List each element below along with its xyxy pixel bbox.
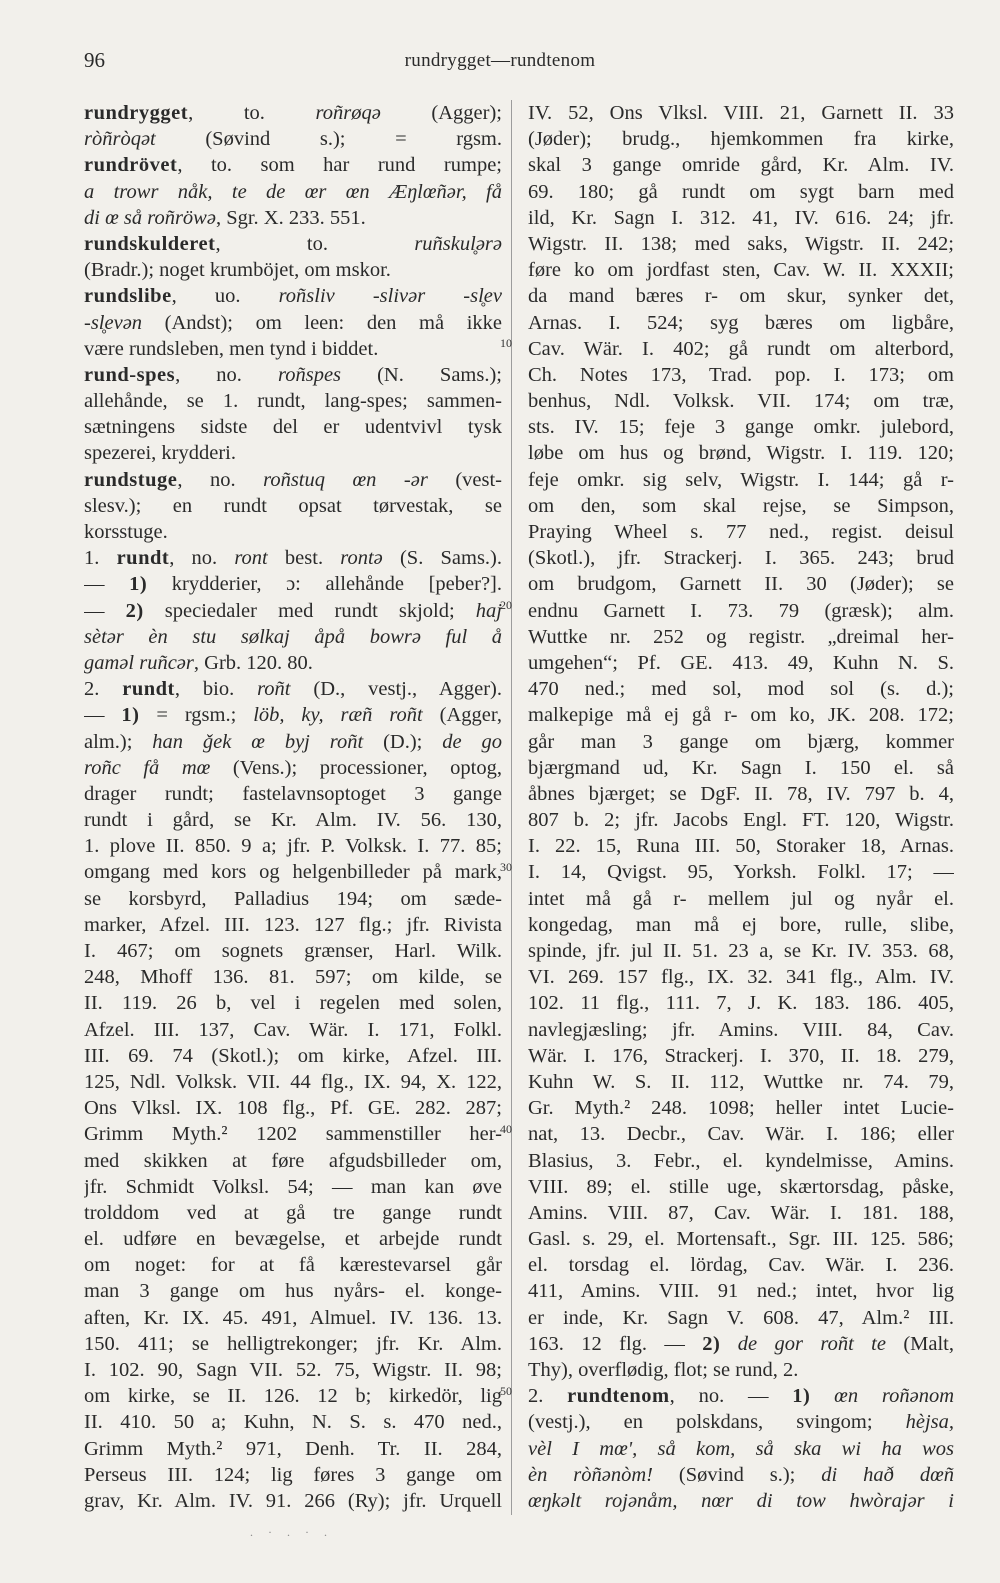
- text-run: I. 102. 90, Sagn VII. 52. 75, Wigstr. II. 98;: [84, 1359, 502, 1381]
- text-run: [810, 1385, 834, 1407]
- headword: 1): [792, 1385, 811, 1408]
- text-line: [84, 1357, 502, 1383]
- text-run: være rundsleben, men tynd i biddet.: [84, 337, 379, 360]
- text-run: 411, Amins. VIII. 91 ned.; intet, hvor lig: [528, 1280, 954, 1303]
- text-line: [84, 1488, 502, 1514]
- text-line: [84, 440, 502, 466]
- text-run: benhus, Ndl. Volksk. VII. 174; om træ,: [528, 390, 954, 413]
- headword: rundt: [122, 678, 175, 701]
- text-run: krydderier, ɔ: allehånde [peber?].: [147, 573, 502, 596]
- text-line: [84, 1383, 502, 1409]
- text-run: (Søvind s.);: [652, 1463, 822, 1486]
- text-run: Afzel. III. 137, Cav. Wär. I. 171, Folkl.: [84, 1018, 502, 1041]
- text-run: med skikken at føre afgudsbilleder om,: [84, 1149, 502, 1172]
- text-run: 248, Mhoff 136. 81. 597; om kilde, se: [84, 966, 502, 989]
- footer-marks: . · . · .: [250, 1525, 333, 1539]
- text-run: (N. Sams.);: [341, 363, 502, 386]
- text-line: [528, 781, 954, 807]
- text-run: trolddom ved at gå tre gange rundt: [84, 1201, 502, 1224]
- text-line: [528, 755, 954, 781]
- text-run: Amins. VIII. 87, Cav. Wär. I. 181. 188,: [528, 1201, 954, 1224]
- text-run: Arnas. I. 524; syg bæres om ligbåre,: [528, 311, 954, 334]
- text-run: Ch. Notes 173, Trad. pop. I. 173; om: [528, 363, 954, 386]
- text-run: om den, som skal rejse, se Simpson,: [528, 494, 954, 517]
- text-line: [528, 545, 954, 571]
- text-run: Grimm Myth.² 971, Denh. Tr. II. 284,: [84, 1437, 502, 1460]
- text-line: [84, 729, 502, 755]
- text-run: (D.);: [363, 730, 443, 753]
- text-run: Wigstr. II. 138; med saks, Wigstr. II. 242;: [528, 232, 954, 255]
- text-line: [84, 1331, 502, 1357]
- text-run: omgang med kors og helgenbilleder på mark,: [84, 861, 502, 884]
- text-run: Cav. Wär. I. 402; gå rundt om alterbord,: [528, 337, 954, 360]
- text-line: [528, 336, 954, 362]
- text-line: [84, 1305, 502, 1331]
- text-run: , no.: [177, 468, 264, 491]
- text-line: [528, 1043, 954, 1069]
- text-run: Kuhn W. S. II. 112, Wuttke nr. 74. 79,: [528, 1070, 954, 1093]
- text-run: I. 14, Qvigst. 95, Yorksh. Folkl. 17; —: [528, 861, 954, 884]
- text-line: [528, 283, 954, 309]
- text-line: [528, 1488, 954, 1514]
- headword: 1): [121, 704, 140, 727]
- text-run: (D., vestj., Agger).: [290, 678, 502, 701]
- text-run: —: [84, 599, 126, 622]
- text-run: 470 ned.; med sol, mod sol (s. d.);: [528, 678, 954, 701]
- text-line: [84, 231, 502, 257]
- text-run: , no.: [169, 547, 235, 570]
- text-run: Ons Vlksl. IX. 108 flg., Pf. GE. 282. 287;: [84, 1097, 502, 1120]
- text-run: 2.: [528, 1385, 568, 1408]
- text-line: [528, 362, 954, 388]
- text-run: jfr. Schmidt Volksl. 54; — man kan øve: [84, 1175, 502, 1198]
- text-line: [528, 388, 954, 414]
- text-run: (Agger);: [380, 102, 502, 124]
- dialect-form: haj: [475, 599, 502, 622]
- text-line: [84, 938, 502, 964]
- dialect-form: roñspes: [278, 363, 342, 386]
- text-run: om noget: for at få kærestevarsel går: [84, 1254, 502, 1277]
- line-number: 10: [500, 336, 512, 350]
- headword: rundstuge: [84, 468, 178, 491]
- text-run: , to.: [215, 232, 415, 255]
- text-run: aften, Kr. IX. 45. 491, Almuel. IV. 136. 13.: [84, 1306, 502, 1329]
- text-run: endnu Garnett I. 73. 79 (græsk); alm.: [528, 599, 954, 622]
- text-run: el. torsdag el. lördag, Cav. Wär. I. 236.: [528, 1254, 954, 1277]
- text-line: [528, 310, 954, 336]
- text-run: , to.: [188, 102, 316, 124]
- text-run: Gasl. s. 29, el. Mortensaft., Sgr. III. 125. 586;: [528, 1228, 954, 1251]
- text-run: 102. 11 flg., 111. 7, J. K. 183. 186. 405,: [528, 992, 954, 1015]
- text-line: [84, 310, 502, 336]
- text-run: 807 b. 2; jfr. Jacobs Engl. FT. 120, Wigstr.: [528, 809, 954, 832]
- text-line: [84, 833, 502, 859]
- dialect-form: vèl I mœ', så kom, så ska wi ha wos: [528, 1437, 954, 1460]
- text-line: [528, 1331, 954, 1357]
- text-run: (vestj.), en polskdans, svingom;: [528, 1411, 906, 1434]
- text-line: [528, 1252, 954, 1278]
- text-run: (Jøder); brudg., hjemkommen fra kirke,: [528, 128, 954, 151]
- text-line: [528, 886, 954, 912]
- text-line: [84, 781, 502, 807]
- text-line: [528, 1436, 954, 1462]
- dialect-form: ruñskul̥ərə: [414, 232, 502, 255]
- text-run: allehånde, se 1. rundt, lang-spes; sammen-: [84, 390, 502, 413]
- dialect-form: ront: [234, 547, 268, 570]
- dialect-form: roñstuq œn -ər: [263, 468, 428, 491]
- text-run: = rgsm.;: [139, 704, 254, 727]
- text-line: [84, 336, 502, 362]
- text-run: korsstuge.: [84, 521, 168, 543]
- headword: 2): [702, 1332, 721, 1355]
- headword: rundrygget: [84, 102, 189, 124]
- text-run: sts. IV. 15; feje 3 gange omkr. julebord,: [528, 416, 954, 439]
- dialect-form: roñsliv -slivər -sl̥ev: [278, 285, 502, 308]
- text-run: Wär. I. 176, Strackerj. I. 370, II. 18. 279,: [528, 1044, 954, 1067]
- text-line: [528, 1174, 954, 1200]
- text-line: [84, 126, 502, 152]
- text-line: [528, 912, 954, 938]
- text-run: Perseus III. 124; lig føres 3 gange om: [84, 1463, 502, 1486]
- text-run: om brudgom, Garnett II. 30 (Jøder); se: [528, 573, 954, 596]
- text-line: [84, 493, 502, 519]
- dialect-form: œŋkəlt rojənåm, nœr di tow hwòrajər i: [528, 1489, 954, 1512]
- text-run: Praying Wheel s. 77 ned., regist. deisul: [528, 521, 954, 543]
- left-column: [84, 100, 502, 1514]
- text-line: [84, 257, 502, 283]
- text-run: (Malt,: [885, 1332, 954, 1355]
- text-line: [528, 1017, 954, 1043]
- text-line: [84, 755, 502, 781]
- text-line: [528, 179, 954, 205]
- text-run: , no. —: [669, 1385, 793, 1408]
- text-run: 163. 12 flg. —: [528, 1332, 703, 1355]
- text-line: [84, 571, 502, 597]
- text-line: [84, 362, 502, 388]
- text-line: [528, 729, 954, 755]
- text-line: [84, 1200, 502, 1226]
- text-line: [84, 283, 502, 309]
- text-run: Thy), overflødig, flot; se rund, 2.: [528, 1359, 799, 1381]
- text-run: I. 22. 15, Runa III. 50, Storaker 18, Arnas.: [528, 835, 954, 858]
- headword: 2): [125, 599, 144, 622]
- text-line: [528, 571, 954, 597]
- text-line: [84, 1436, 502, 1462]
- text-line: [84, 624, 502, 650]
- text-line: [528, 493, 954, 519]
- text-run: , to. som har rund rumpe;: [177, 154, 502, 177]
- text-run: Wuttke nr. 252 og registr. „dreimal her-: [528, 625, 954, 648]
- text-line: [84, 545, 502, 571]
- text-line: [528, 1409, 954, 1435]
- dialect-form: de go: [442, 730, 502, 753]
- text-line: [84, 807, 502, 833]
- dialect-form: di hað dœñ: [821, 1463, 954, 1486]
- text-run: spinde, jfr. jul II. 51. 23 a, se Kr. IV. 353. 68,: [528, 940, 954, 962]
- dialect-form: roñt: [257, 678, 291, 701]
- text-line: [528, 205, 954, 231]
- text-line: [84, 1121, 502, 1147]
- text-run: marker, Afzel. III. 123. 127 flg.; jfr. Rivista: [84, 913, 502, 936]
- text-run: VI. 269. 157 flg., IX. 32. 341 flg., Alm. IV.: [528, 966, 954, 989]
- text-line: [528, 990, 954, 1016]
- text-run: bjærgmand ud, Kr. Sagn I. 150 el. så: [528, 756, 954, 779]
- dialect-form: hèjsa,: [905, 1411, 954, 1434]
- running-head: rundrygget—rundtenom: [404, 50, 596, 71]
- text-line: [528, 624, 954, 650]
- text-line: [84, 1462, 502, 1488]
- text-line: [84, 100, 502, 126]
- headword: rundrövet: [84, 154, 178, 177]
- right-column: [528, 100, 954, 1514]
- text-run: er inde, Kr. Sagn V. 608. 47, Alm.² III.: [528, 1306, 954, 1329]
- page-number: 96: [84, 48, 105, 72]
- text-line: [84, 205, 502, 231]
- dialect-form: gaməl ruñcər: [84, 651, 194, 674]
- text-line: [84, 1226, 502, 1252]
- text-run: alm.);: [84, 730, 153, 753]
- line-number: 30: [500, 860, 512, 874]
- text-run: (Skotl.), jfr. Strackerj. I. 365. 243; brud: [528, 547, 954, 570]
- text-line: [528, 1226, 954, 1252]
- text-run: , bio.: [174, 678, 258, 701]
- text-run: 1.: [84, 547, 117, 570]
- text-run: navlegjæsling; jfr. Amins. VIII. 84, Cav.: [528, 1018, 954, 1041]
- text-line: [528, 676, 954, 702]
- text-run: , Sgr. X. 233. 551.: [215, 206, 366, 229]
- text-line: [528, 126, 954, 152]
- text-run: IV. 52, Ons Vlksl. VIII. 21, Garnett II. 33: [528, 102, 954, 124]
- dialect-form: èn ròñənòm!: [528, 1463, 653, 1486]
- text-line: [528, 1148, 954, 1174]
- text-run: spezerei, krydderi.: [84, 442, 236, 465]
- text-line: [84, 676, 502, 702]
- dialect-form: di œ så roñröwə: [84, 206, 216, 229]
- text-run: går man 3 gange om bjærg, kommer: [528, 730, 954, 753]
- text-run: åbnes bjærget; se DgF. II. 78, IV. 797 b. 4,: [528, 782, 954, 805]
- text-line: [84, 859, 502, 885]
- text-run: Blasius, 3. Febr., el. kyndelmisse, Amins.: [528, 1149, 954, 1172]
- text-run: (Bradr.); noget krumböjet, om mskor.: [84, 259, 391, 282]
- text-run: best.: [267, 547, 341, 570]
- text-line: [528, 964, 954, 990]
- text-run: intet må gå r- mellem jul og nyår el.: [528, 887, 954, 910]
- text-run: (S. Sams.).: [382, 547, 502, 570]
- text-line: [528, 1383, 954, 1409]
- line-number: 50: [500, 1384, 512, 1398]
- text-line: [84, 1069, 502, 1095]
- text-run: —: [84, 573, 130, 596]
- text-line: [528, 938, 954, 964]
- text-line: [528, 807, 954, 833]
- text-run: Grimm Myth.² 1202 sammenstiller her-: [84, 1123, 502, 1146]
- text-line: [84, 1017, 502, 1043]
- dialect-form: rontə: [340, 547, 383, 570]
- text-line: [528, 231, 954, 257]
- text-line: [84, 519, 502, 545]
- text-run: 1. plove II. 850. 9 a; jfr. P. Volksk. I. 77. 85;: [84, 835, 502, 858]
- column-divider: [511, 100, 512, 1515]
- text-run: 69. 180; gå rundt om sygt barn med: [528, 180, 954, 203]
- text-run: 150. 411; se helligtrekonger; jfr. Kr. Alm.: [84, 1332, 502, 1355]
- dialect-form: œn roñənom: [834, 1385, 954, 1408]
- text-line: [84, 964, 502, 990]
- text-run: kongedag, man må ej bore, rulle, slibe,: [528, 913, 954, 936]
- text-line: [528, 100, 954, 126]
- text-run: sætningens sidste del er udentvivl tysk: [84, 416, 502, 439]
- text-run: Gr. Myth.² 248. 1098; heller intet Lucie-: [528, 1097, 954, 1120]
- text-run: (Andst); om leen: den må ikke: [142, 311, 502, 334]
- text-line: [528, 1095, 954, 1121]
- text-line: [84, 414, 502, 440]
- text-run: føre ko om jordfast sten, Cav. W. II. XXXII;: [528, 259, 954, 282]
- text-run: malkepige må ej gå r- om ko, JK. 208. 172;: [528, 704, 954, 727]
- text-line: [528, 1357, 954, 1383]
- text-run: , no.: [175, 363, 278, 386]
- text-line: [528, 598, 954, 624]
- dialect-form: a trowr nåk, te de œr œn Æŋlœñər, få: [84, 180, 502, 203]
- text-line: [84, 990, 502, 1016]
- text-line: [84, 886, 502, 912]
- text-run: 2.: [84, 678, 123, 701]
- text-run: (Agger,: [422, 704, 502, 727]
- text-run: (vest-: [427, 468, 502, 491]
- text-line: [528, 440, 954, 466]
- headword: rundtenom: [567, 1385, 670, 1408]
- text-run: 125, Ndl. Volksk. VII. 44 flg., IX. 94, X. 122,: [84, 1070, 502, 1093]
- text-line: [84, 650, 502, 676]
- text-run: II. 119. 26 b, vel i regelen med solen,: [84, 992, 502, 1015]
- text-run: rundt i gård, se Kr. Alm. IV. 56. 130,: [84, 809, 502, 832]
- text-run: løbe om hus og brønd, Wigstr. I. 119. 120;: [528, 442, 954, 465]
- text-run: el. udføre en bevægelse, et arbejde rundt: [84, 1228, 502, 1251]
- text-line: [528, 1462, 954, 1488]
- text-run: slesv.); en rundt opsat tørvestak, se: [84, 494, 502, 517]
- text-line: [84, 1043, 502, 1069]
- text-line: [84, 1409, 502, 1435]
- dialect-form: han ǧek œ byj roñt: [152, 730, 364, 753]
- text-line: [528, 833, 954, 859]
- text-line: [528, 152, 954, 178]
- text-line: [84, 702, 502, 728]
- text-line: [528, 702, 954, 728]
- text-line: [528, 1200, 954, 1226]
- text-run: , uo.: [171, 285, 279, 308]
- dialect-form: sètər èn stu sølkaj åpå bowrə ful å: [84, 625, 502, 648]
- dialect-form: löb, ky, ræñ roñt: [253, 704, 423, 727]
- text-run: , Grb. 120. 80.: [193, 651, 313, 674]
- text-run: da mand bæres r- om skur, synker det,: [528, 285, 954, 308]
- text-run: [720, 1333, 737, 1355]
- text-line: [84, 1174, 502, 1200]
- headword: rundt: [116, 547, 170, 570]
- text-run: I. 467; om sognets grænser, Harl. Wilk.: [84, 940, 502, 962]
- text-line: [84, 1278, 502, 1304]
- text-line: [528, 414, 954, 440]
- headword: rund-spes: [84, 363, 176, 386]
- text-line: [528, 1069, 954, 1095]
- text-run: nat, 13. Decbr., Cav. Wär. I. 186; eller: [528, 1123, 954, 1146]
- headword: rundslibe: [84, 285, 172, 308]
- text-line: [84, 912, 502, 938]
- text-run: VIII. 89; el. stille uge, skærtorsdag, påske,: [528, 1175, 954, 1198]
- text-run: man 3 gange om hus nyårs- el. konge-: [84, 1280, 502, 1303]
- text-line: [528, 1305, 954, 1331]
- text-run: speciedaler med rundt skjold;: [143, 599, 476, 622]
- line-number: 40: [500, 1122, 512, 1136]
- text-line: [528, 650, 954, 676]
- text-run: (Søvind s.); = rgsm.: [155, 128, 502, 151]
- text-line: [84, 152, 502, 178]
- text-line: [84, 467, 502, 493]
- line-number: 20: [500, 598, 512, 612]
- text-line: [84, 1095, 502, 1121]
- text-run: feje omkr. sig selv, Wigstr. I. 144; gå r-: [528, 468, 954, 491]
- text-run: (Vens.); processioner, optog,: [210, 756, 502, 779]
- text-run: III. 69. 74 (Skotl.); om kirke, Afzel. III.: [84, 1044, 502, 1067]
- text-run: II. 410. 50 a; Kuhn, N. S. s. 470 ned.,: [84, 1411, 502, 1434]
- text-line: [84, 1148, 502, 1174]
- dialect-form: ròñròqət: [84, 128, 156, 151]
- text-line: [528, 1121, 954, 1147]
- text-line: [528, 257, 954, 283]
- text-run: grav, Kr. Alm. IV. 91. 266 (Ry); jfr. Urquell: [84, 1489, 502, 1512]
- text-line: [84, 388, 502, 414]
- dialect-form: -sl̥evən: [84, 311, 143, 334]
- text-run: om kirke, se II. 126. 12 b; kirkedör, lig: [84, 1385, 502, 1408]
- text-run: skal 3 gange omride gård, Kr. Alm. IV.: [528, 154, 954, 177]
- dialect-form: roñrøqə: [315, 102, 381, 124]
- dialect-form: roñc få mœ: [84, 756, 211, 779]
- headword: 1): [129, 573, 148, 596]
- text-line: [528, 467, 954, 493]
- text-line: [528, 519, 954, 545]
- text-line: [528, 1278, 954, 1304]
- text-line: [84, 1252, 502, 1278]
- headword: rundskulderet: [84, 232, 216, 255]
- text-run: umgehen“; Pf. GE. 413. 49, Kuhn N. S.: [528, 651, 954, 674]
- text-run: —: [84, 704, 122, 727]
- text-run: se korsbyrd, Palladius 194; om sæde-: [84, 887, 502, 910]
- text-run: drager rundt; fastelavnsoptoget 3 gange: [84, 782, 502, 805]
- dialect-form: de gor roñt te: [737, 1332, 886, 1355]
- text-run: ild, Kr. Sagn I. 312. 41, IV. 616. 24; jfr.: [528, 206, 954, 229]
- text-line: [528, 859, 954, 885]
- text-line: [84, 179, 502, 205]
- text-line: [84, 598, 502, 624]
